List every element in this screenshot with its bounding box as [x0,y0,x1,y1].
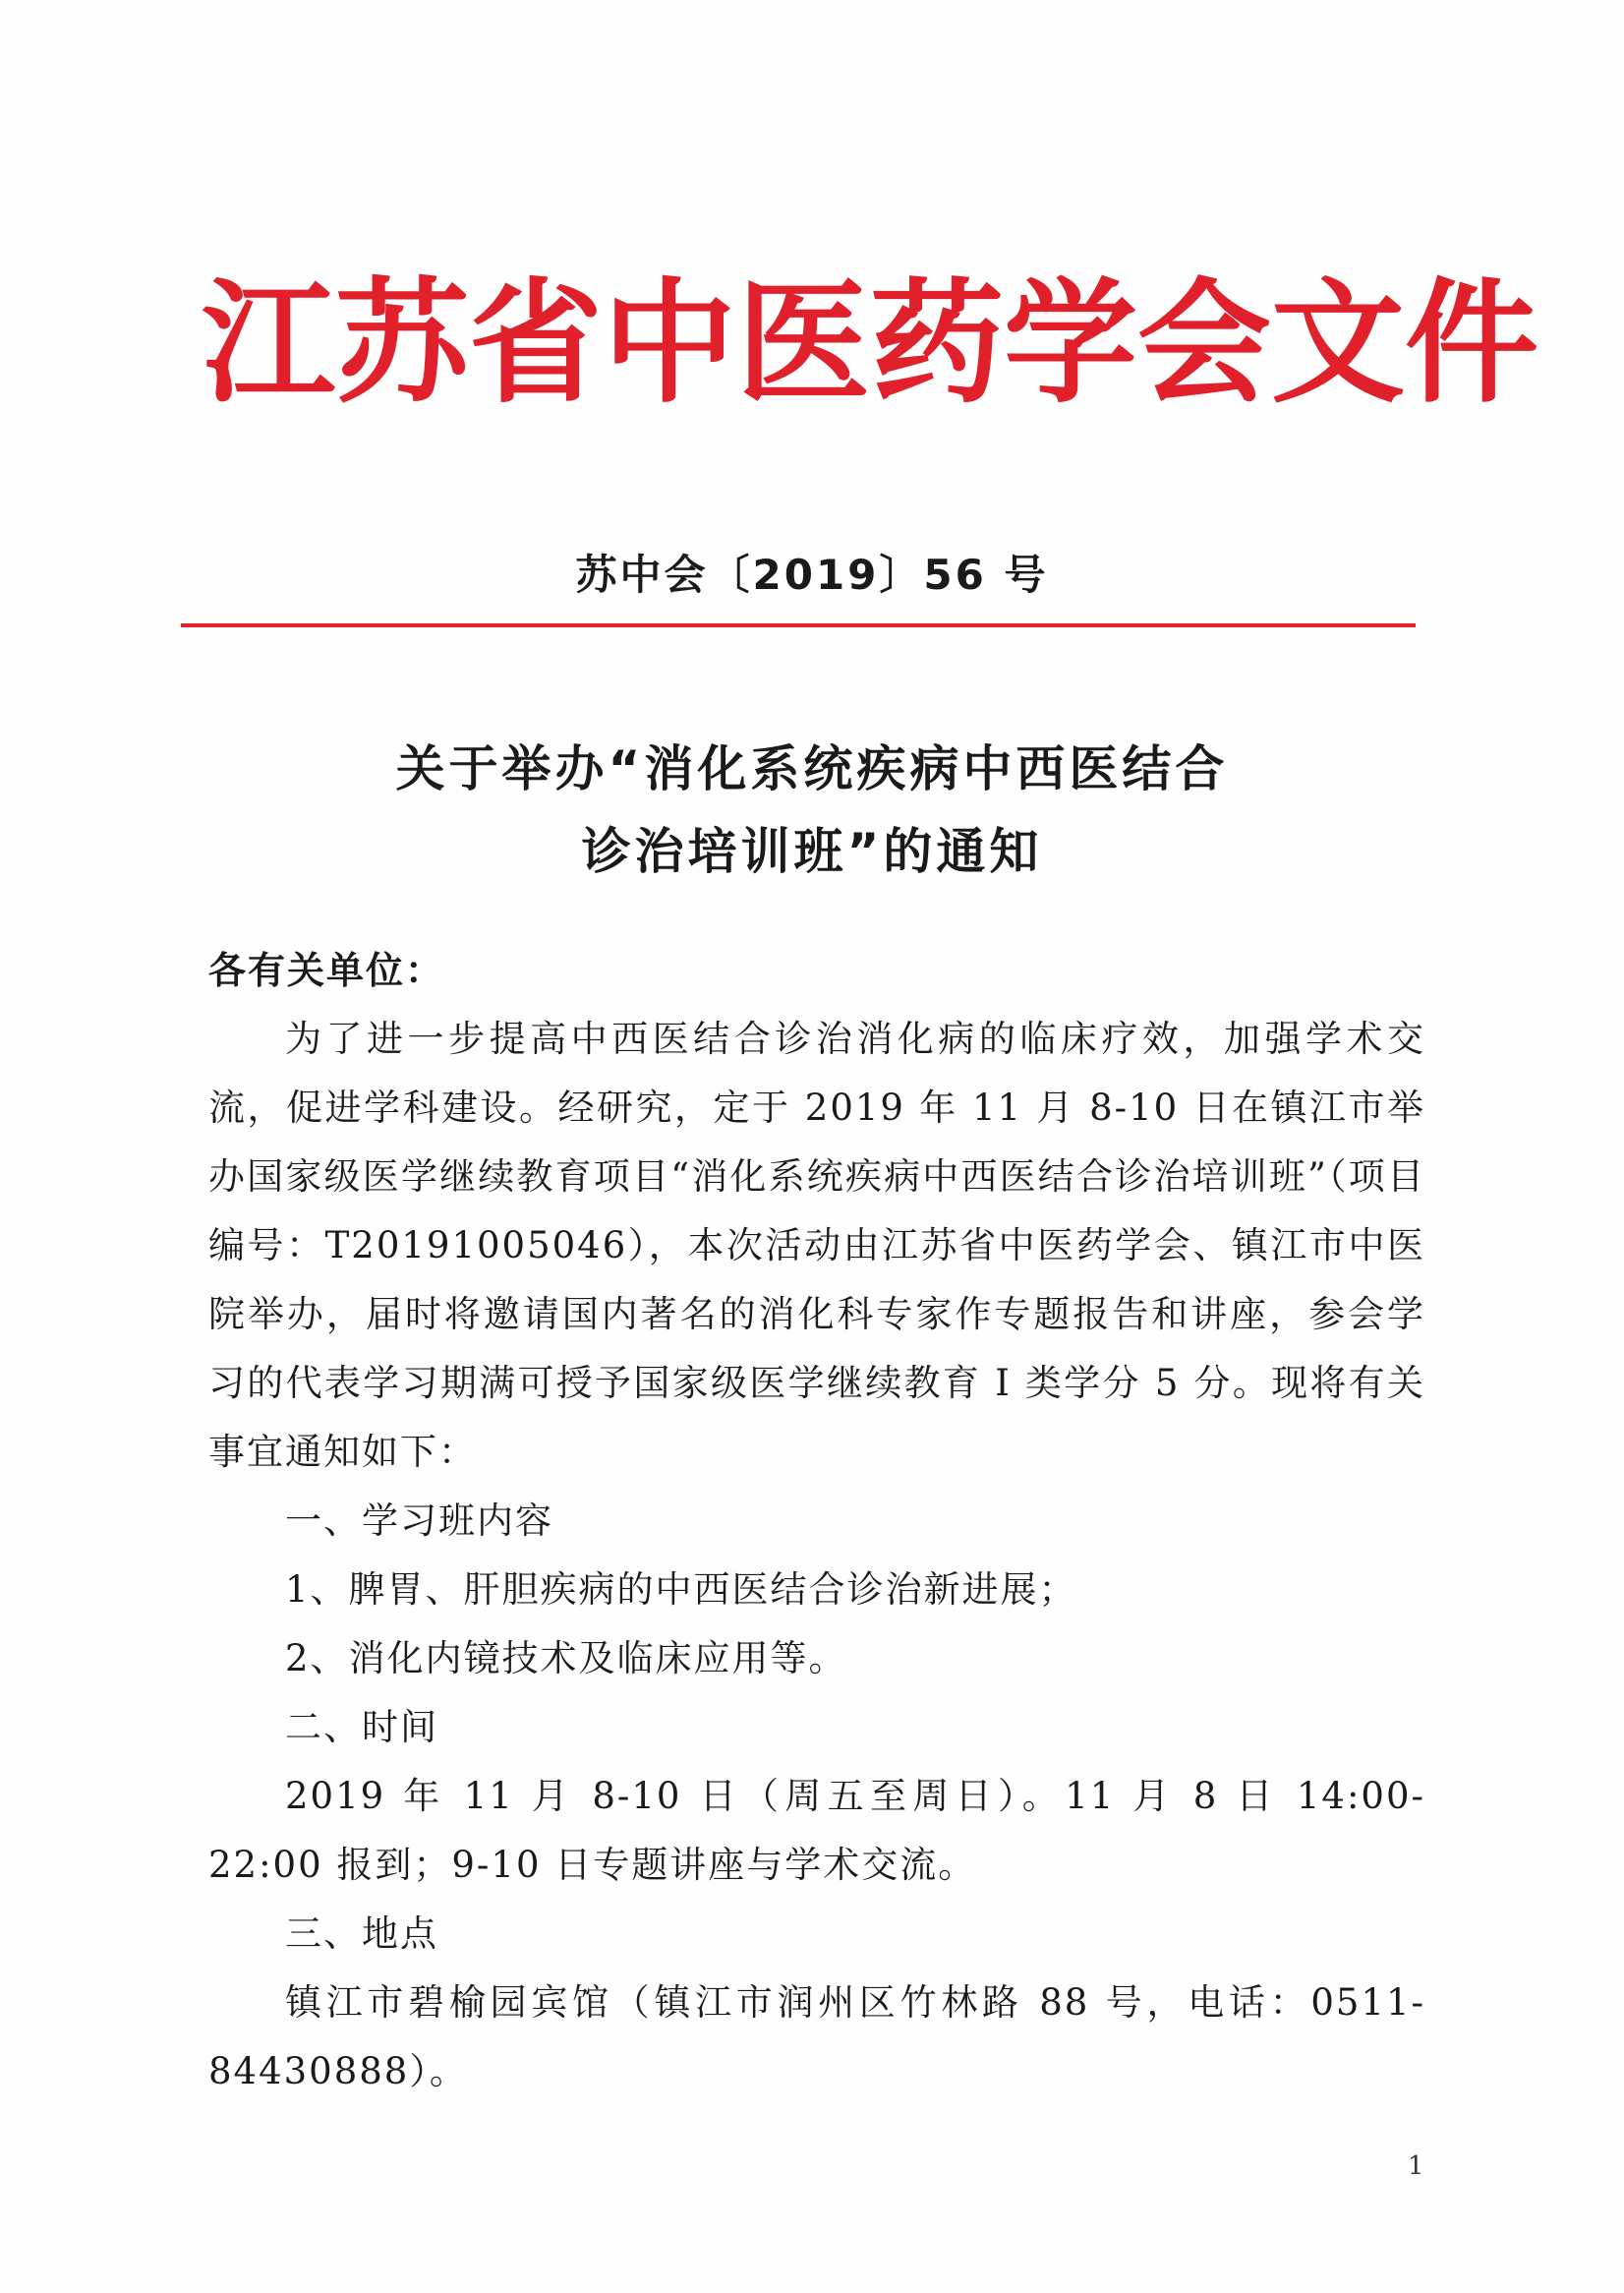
content-item-2: 2、消化内镜技术及临床应用等。 [285,1637,847,1679]
notice-title-line-1: 关于举办“消化系统疾病中西医结合 [395,740,1229,797]
section-heading-place: 三、地点 [285,1912,438,1955]
place-paragraph: 镇江市碧榆园宾馆（镇江市润州区竹林路 88 号，电话：0511-84430888）。 [208,1981,1425,2092]
page-number: 1 [1408,2151,1424,2181]
document-masthead: 江苏省中医药学会文件 [202,266,1538,422]
content-item-1: 1、脾胃、肝胆疾病的中西医结合诊治新进展； [285,1568,1077,1611]
document-number: 苏中会〔2019〕56 号 [575,551,1049,599]
red-divider-line [181,623,1416,627]
salutation: 各有关单位： [208,949,445,992]
intro-paragraph: 为了进一步提高中西医结合诊治消化病的临床疗效，加强学术交流，促进学科建设。经研究，定于 2019 年 11 月 8-10 日在镇江市举办国家级医学继续教育项目“消化系统疾病中西医结合诊治培训班”（项目编号：T20191005046），本次活动由江苏省中医药学会、镇江市中医院举办，届时将邀请国内著名的消化科专家作专题报告和讲座，参会学习的代表学习期满可授予国家级医学继续教育 I 类学分 5 分。现将有关事宜通知如下： [208,1018,1425,1473]
section-heading-content: 一、学习班内容 [285,1499,553,1542]
time-paragraph: 2019 年 11 月 8-10 日（周五至周日）。11 月 8 日 14:00-22:00 报到；9-10 日专题讲座与学术交流。 [208,1775,1425,1886]
notice-title-line-2: 诊治培训班”的通知 [581,823,1043,880]
section-heading-time: 二、时间 [285,1706,438,1748]
